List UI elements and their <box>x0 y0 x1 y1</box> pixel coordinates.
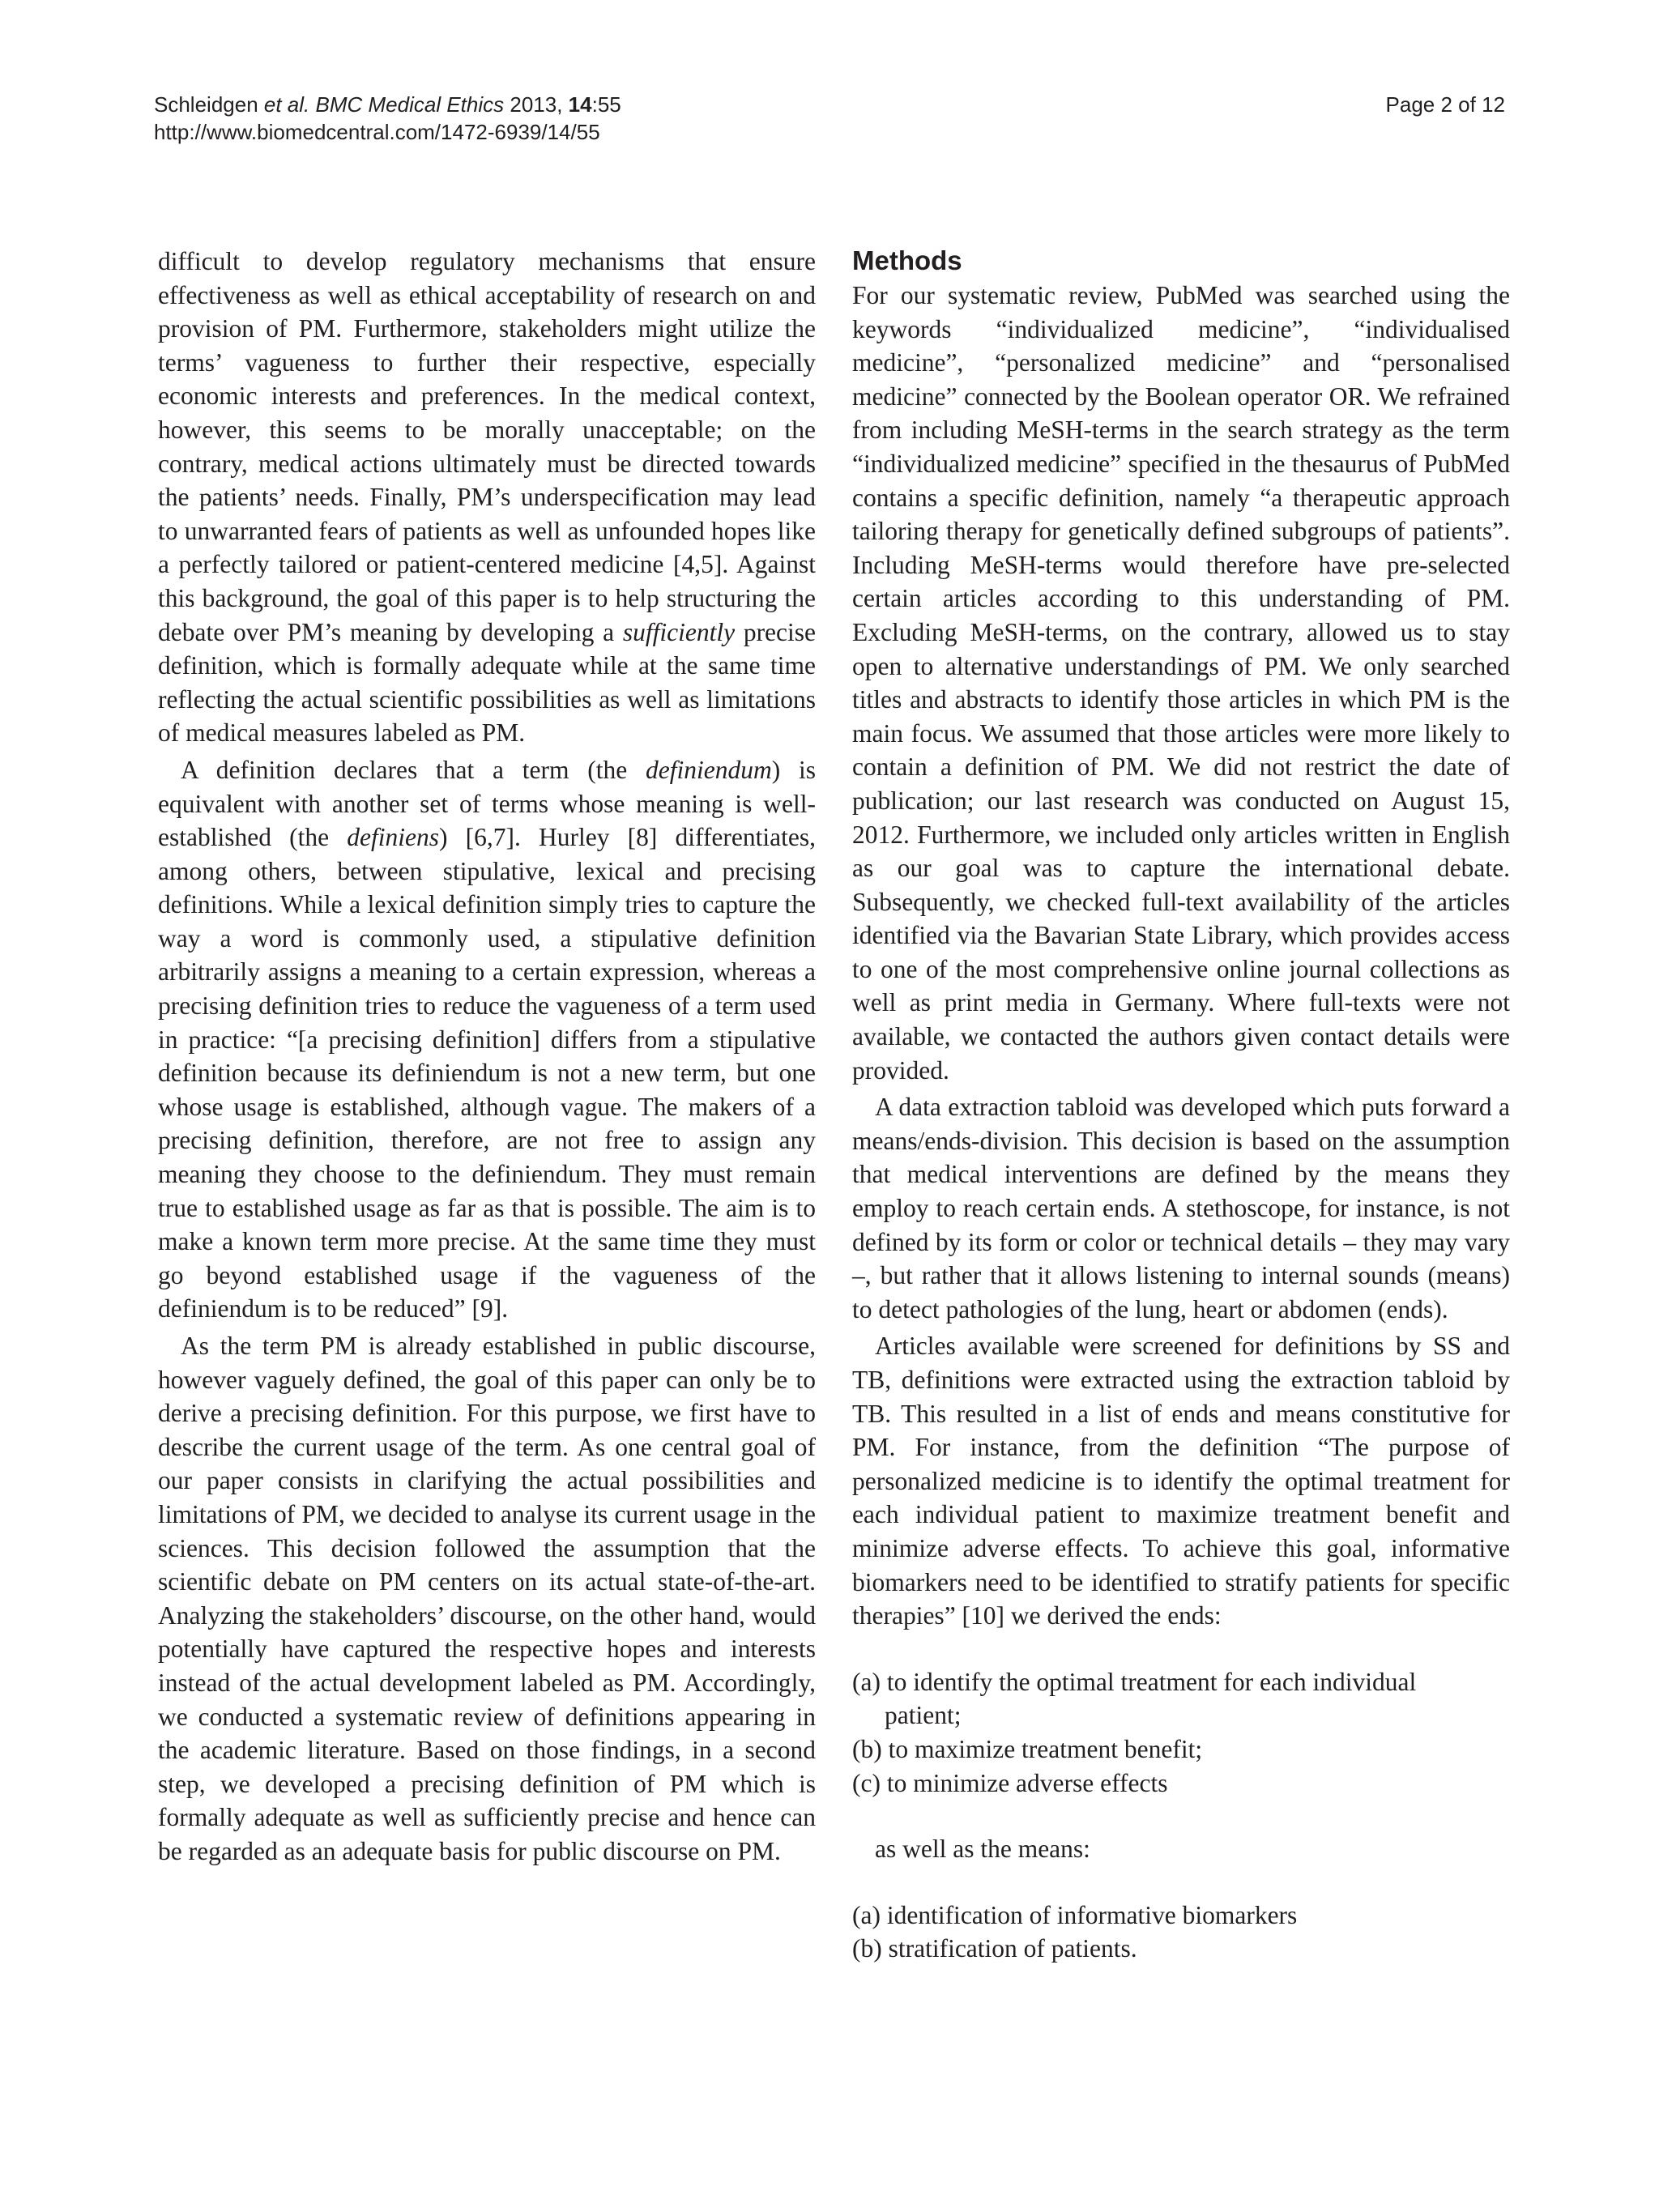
citation-volume: 14 <box>568 92 592 117</box>
list-item: (a) identification of informative biomarkers <box>852 1900 1298 1929</box>
citation-et-al: et al. <box>263 92 310 117</box>
citation-journal: BMC Medical Ethics <box>315 92 505 117</box>
means-list <box>852 1899 1510 1966</box>
article-url[interactable]: http://www.biomedcentral.com/1472-6939/14/55 <box>154 120 600 144</box>
emphasis-definiendum: definiendum <box>646 755 772 784</box>
left-column <box>158 245 816 1869</box>
emphasis-definiens: definiens <box>347 823 439 852</box>
right-column <box>852 245 1510 1966</box>
methods-paragraph-2: A data extraction tabloid was developed which puts forward a means/ends-division. This decision is based on the assumption that medical interventions are defined by the means they employ to reach certain ends. A stethoscope, for instance, is not defined by its form or color or technical details – they may vary –, but rather that it allows listening to internal sounds (means) to detect pathologies of the lung, heart or abdomen (ends). <box>852 1093 1510 1323</box>
left-paragraph-2: A definition declares that a term (the definiendum) is equivalent with another set of terms whose meaning is well-established (the definiens) [6,7]. Hurley [8] differentiates, among others, between stipulative, lexical and precising definitions. While a lexical definition simply tries to capture the way a word is commonly used, a stipulative definition arbitrarily assigns a meaning to a certain expression, whereas a precising definition tries to reduce the vagueness of a term used in practice: “[a precising definition] differs from a stipulative definition because its definiendum is not a new term, but one whose usage is established, although vague. The makers of a precising definition, therefore, are not free to assign any meaning they choose to the definiendum. They must remain true to established usage as far as that is possible. The aim is to make a known term more precise. At the same time they must go beyond established usage if the vagueness of the definiendum is to be reduced” [9]. <box>158 755 817 1323</box>
emphasis-sufficiently: sufficiently <box>622 617 736 646</box>
list-spacer <box>852 1633 1510 1665</box>
ends-list <box>852 1665 1510 1800</box>
running-head <box>154 91 621 146</box>
means-intro: as well as the means: <box>875 1835 1090 1864</box>
methods-paragraph-3: Articles available were screened for definitions by SS and TB, definitions were extracted using the extraction tabloid by TB. This resulted in a list of ends and means constitutive for PM. For instance, from the definition “The purpose of personalized medicine is to identify the optimal treatment for each individual patient to maximize treatment benefit and minimize adverse effects. To achieve this goal, informative biomarkers need to be identified to stratify patients for specific therapies” [10] we derived the ends: <box>852 1332 1510 1630</box>
citation-year: 2013, <box>510 92 563 117</box>
list-spacer <box>852 1800 1510 1832</box>
list-item: (a) to identify the optimal treatment for each individual patient; <box>852 1667 1417 1730</box>
citation-authors: Schleidgen <box>154 92 258 117</box>
left-paragraph-1: difficult to develop regulatory mechanisms that ensure effectiveness as well as ethical acceptability of research on and provision of PM. Furthermore, stakeholders might utilize the terms’ vagueness to further their respective, especially economic interests and preferences. In the medical context, however, this seems to be morally unacceptable; on the contrary, medical actions ultimately must be directed towards the patients’ needs. Finally, PM’s underspecification may lead to unwarranted fears of patients as well as unfounded hopes like a perfectly tailored or patient-centered medicine [4,5]. Against this background, the goal of this paper is to help structuring the debate over PM’s meaning by developing a sufficiently precise definition, which is formally adequate while at the same time reflecting the actual scientific possibilities as well as limitations of medical measures labeled as PM. <box>158 247 817 748</box>
section-heading-methods: Methods <box>852 245 962 275</box>
citation-line <box>154 91 621 118</box>
list-item: (b) stratification of patients. <box>852 1934 1137 1963</box>
left-paragraph-3: As the term PM is already established in public discourse, however vaguely defined, the goal of this paper can only be to derive a precising definition. For this purpose, we first have to describe the current usage of the term. As one central goal of our paper consists in clarifying the actual possibilities and limitations of PM, we decided to analyse its current usage in the sciences. This decision followed the assumption that the scientific debate on PM centers on its actual state-of-the-art. Analyzing the stakeholders’ discourse, on the other hand, would potentially have captured the respective hopes and interests instead of the actual development labeled as PM. Accordingly, we conducted a systematic review of definitions appearing in the academic literature. Based on those findings, in a second step, we developed a precising definition of PM which is formally adequate as well as sufficiently precise and hence can be regarded as an adequate basis for public discourse on PM. <box>158 1332 816 1865</box>
methods-paragraph-1: For our systematic review, PubMed was searched using the keywords “individualized medicine”, “individualised medicine”, “personalized medicine” and “personalised medicine” connected by the Boolean operator OR. We refrained from including MeSH-terms in the search strategy as the term “individualized medicine” specified in the thesaurus of PubMed contains a specific definition, namely “a therapeutic approach tailoring therapy for genetically defined subgroups of patients”. Including MeSH-terms would therefore have pre-selected certain articles according to this understanding of PM. Excluding MeSH-terms, on the contrary, allowed us to stay open to alternative understandings of PM. We only searched titles and abstracts to identify those articles in which PM is the main focus. We assumed that those articles were more likely to contain a definition of PM. We did not restrict the date of publication; our last research was conducted on August 15, 2012. Furthermore, we included only articles written in English as our goal was to capture the international debate. Subsequently, we checked full-text availability of the articles identified via the Bavarian State Library, which provides access to one of the most comprehensive online journal collections as well as print media in Germany. Where full-texts were not available, we contacted the authors given contact details were provided. <box>852 281 1510 1085</box>
citation-article: :55 <box>591 92 621 117</box>
list-spacer <box>852 1866 1510 1899</box>
list-item: (b) to maximize treatment benefit; <box>852 1734 1203 1763</box>
list-item: (c) to minimize adverse effects <box>852 1768 1168 1797</box>
page-number: Page 2 of 12 <box>1385 92 1505 117</box>
